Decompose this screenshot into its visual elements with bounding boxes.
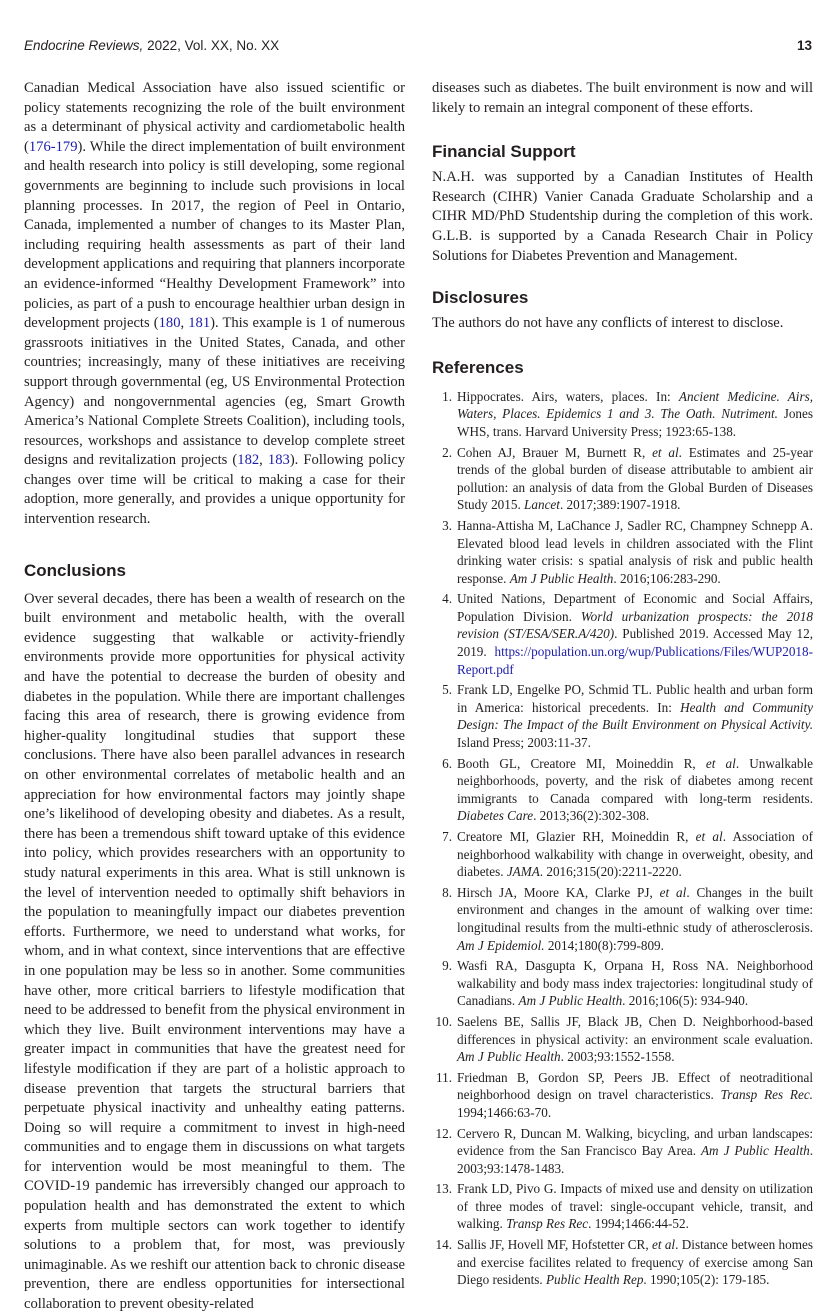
text-run: ). While the direct implementation of built environment and health research into policy is still developing, some regional governments are beginning to include such provisions in local planning processes. In 2017, the region of Peel in Ontario, Canada, implemented a number of changes to its Master Plan, including requiring health assessments as part of their land development applications and requiring that planners incorporate an evidence-informed “Healthy Development Framework” into policies, as part of a push to encourage healthier urban design in development projects (: [24, 138, 405, 332]
text-run: United Nations, Department of Economic and Social Affairs, Population Division.: [457, 591, 813, 624]
conclusions-heading: Conclusions: [24, 560, 127, 580]
reference-number: 6.: [442, 755, 452, 771]
references-heading: References: [432, 357, 524, 377]
italic-text: Health and Community Design: The Impact of the Built Environment on Physical Activity.: [457, 699, 813, 733]
reference-number: 13.: [435, 1181, 452, 1197]
text-run: Hirsch JA, Moore KA, Clarke PJ,: [457, 884, 660, 900]
financial-support-heading: Financial Support: [432, 142, 576, 162]
page-number: 13: [796, 38, 812, 53]
citation-link[interactable]: 183: [267, 452, 290, 469]
italic-text: et al: [695, 829, 723, 844]
italic-text: Transp Res Rec: [506, 1216, 589, 1232]
reference-text: [457, 958, 813, 1008]
text-run: Wasfi RA, Dasgupta K, Orpana H, Ross NA. Neighborhood walkability and body mass index trajectories: longitudinal study of Canadians.: [457, 958, 813, 1009]
text-run: 1994;1466:63-70.: [457, 1104, 552, 1120]
text-run: . Distance between homes and exercise facilites related to frequency of exercise among San Diego residents.: [457, 1237, 813, 1288]
reference-text: [457, 829, 813, 879]
text-run: Cervero R, Duncan M. Walking, bicycling, and urban landscapes: evidence from the San Francisco Bay Area.: [457, 1125, 813, 1159]
italic-text: Lancet: [524, 497, 560, 513]
text-run: Sallis JF, Hovell MF, Hofstetter CR,: [457, 1237, 652, 1253]
reference-number: 7.: [442, 829, 452, 844]
text-run: . Published 2019. Accessed May 12, 2019.: [457, 626, 814, 660]
text-run: . Estimates and 25-year trends of the global burden of disease attributable to ambient air pollution: an analysis of data from the Global Burden of Diseases Study 2015.: [457, 444, 813, 513]
italic-text: Am J Public Health: [701, 1143, 810, 1159]
italic-text: et al: [651, 1237, 676, 1253]
financial-support-paragraph: [432, 168, 813, 266]
italic-text: et al: [659, 884, 687, 900]
reference-text: [457, 682, 813, 750]
text-run: Island Press; 2003:11-37.: [457, 735, 591, 751]
reference-number: 5.: [442, 682, 452, 698]
reference-number: 1.: [442, 388, 452, 404]
italic-text: Public Health Rep: [546, 1272, 644, 1288]
reference-number: 2.: [442, 444, 452, 460]
reference-number: 4.: [442, 591, 452, 607]
text-run: . 2003;93:1478-1483.: [457, 1143, 814, 1176]
reference-item: [432, 590, 813, 678]
journal-name: Endocrine Reviews,: [24, 38, 144, 53]
reference-item: [432, 957, 813, 1010]
reference-number: 12.: [435, 1125, 452, 1141]
reference-number: 9.: [442, 958, 452, 974]
italic-text: Am J Epidemiol.: [457, 937, 545, 953]
reference-item: [432, 1013, 813, 1066]
conclusions-paragraph: [24, 590, 405, 1315]
citation-link[interactable]: https://population.un.org/wup/Publications/Files/WUP2018-Report.pdf: [457, 644, 813, 677]
citation-link[interactable]: 180: [158, 315, 181, 332]
italic-text: et al: [652, 444, 679, 460]
text-run: 2014;180(8):799-809.: [544, 937, 664, 953]
reference-text: [457, 445, 813, 513]
reference-text: [457, 1126, 813, 1176]
reference-text: [457, 591, 813, 676]
text-run: ). Following policy changes over time will be critical to making a case for their adoption, more generally, and provides a unique opportunity for intervention research.: [24, 452, 405, 528]
reference-number: 14.: [435, 1237, 452, 1253]
text-run: Creatore MI, Glazier RH, Moineddin R,: [457, 829, 696, 844]
text-run: Jones WHS, trans. Harvard University Press; 1923:65-138.: [457, 406, 813, 439]
italic-text: Ancient Medicine. Airs, Waters, Places. Epidemics 1 and 3. The Oath. Nutriment.: [457, 388, 814, 422]
reference-item: [432, 1180, 813, 1233]
reference-number: 11.: [436, 1069, 452, 1085]
italic-text: Transp Res Rec.: [720, 1087, 813, 1103]
reference-text: [457, 1181, 813, 1231]
italic-text: et al: [705, 755, 736, 771]
text-run: . 2013;36(2):302-308.: [533, 808, 650, 824]
reference-item: [432, 388, 813, 441]
reference-number: 8.: [442, 884, 452, 900]
reference-number: 3.: [442, 517, 452, 533]
citation-link[interactable]: 181: [188, 315, 211, 332]
reference-item: [432, 444, 813, 514]
text-run: Hanna-Attisha M, LaChance J, Sadler RC, Champney Schnepp A. Elevated blood lead levels in children associated with the Flint drinking water crisis: s spatial analysis of risk and public health response.: [457, 517, 813, 586]
text-run: . 2016;106:283-290.: [613, 570, 721, 586]
italic-text: Diabetes Care: [457, 808, 534, 824]
right-column: [432, 79, 813, 1292]
text-run: The authors do not have any conflicts of interest to disclose.: [432, 315, 784, 332]
reference-text: [457, 1237, 813, 1287]
text-run: Frank LD, Engelke PO, Schmid TL. Public health and urban form in America: historical precedents. In:: [457, 682, 813, 715]
reference-item: [432, 828, 813, 881]
left-column: [24, 79, 405, 1315]
text-run: Booth GL, Creatore MI, Moineddin R,: [457, 755, 706, 771]
text-run: ,: [180, 315, 189, 332]
italic-text: Am J Public Health: [509, 570, 614, 586]
text-run: ,: [259, 452, 268, 469]
reference-item: [432, 517, 813, 587]
disclosures-paragraph: [432, 314, 813, 334]
reference-text: [457, 1070, 813, 1120]
citation-link[interactable]: 182: [237, 452, 260, 469]
italic-text: Am J Public Health: [518, 993, 623, 1009]
body-paragraph-continued: [432, 79, 813, 118]
text-run: N.A.H. was supported by a Canadian Institutes of Health Research (CIHR) Vanier Canada Graduate Scholarship and a CIHR MD/PhD Studentship during the completion of this work. G.L.B. is supported by a Canada Research Chair in Policy Solutions for Diabetes Prevention and Management.: [432, 169, 813, 264]
text-run: . 2016;106(5): 934-940.: [622, 993, 749, 1009]
disclosures-heading: Disclosures: [432, 288, 529, 308]
text-run: Canadian Medical Association have also issued scientific or policy statements recognizing the role of the built environment as a determinant of physical activity and cardiometabolic health (: [24, 80, 405, 155]
italic-text: World urbanization prospects: the 2018 revision (ST/ESA/SER.A/420): [457, 608, 814, 642]
text-run: . Association of neighborhood walkability with change in overweight, obesity, and diabetes.: [457, 829, 814, 880]
journal-details: 2022, Vol. XX, No. XX: [143, 38, 280, 53]
reference-item: [432, 1125, 813, 1178]
text-run: diseases such as diabetes. The built environment is now and will likely to remain an integral component of these efforts.: [432, 80, 813, 116]
reference-item: [432, 884, 813, 954]
reference-text: [457, 756, 813, 824]
text-run: Friedman B, Gordon SP, Peers JB. Effect of neotraditional neighborhood design on travel characteristics.: [457, 1069, 813, 1103]
reference-list: [432, 388, 813, 1289]
text-run: . Changes in the built environment and changes in the amount of walking over time: longitudinal results from the multi-ethnic study of atherosclerosis.: [457, 884, 813, 935]
text-run: Saelens BE, Sallis JF, Black JB, Chen D. Neighborhood-based differences in physical activity: an environment scale evaluation.: [457, 1013, 813, 1047]
reference-text: [457, 1014, 813, 1064]
reference-item: [432, 755, 813, 825]
text-run: ). This example is 1 of numerous grassroots initiatives in the United States, Canada, and other countries; increasingly, many of these initiatives are receiving support through governmental (eg, US Environmental Protection Agency) and nongovernmental agencies (eg, Smart Growth America’s National Complete Streets Coalition), including tools, resources, workshops and assistance to develop complete street designs and revitalization projects (: [24, 315, 405, 469]
text-run: . Unwalkable neighborhoods, poverty, and the risk of diabetes among recent immigrants to Canada compared with long-term residents.: [457, 755, 813, 806]
reference-item: [432, 681, 813, 751]
reference-number: 10.: [435, 1013, 452, 1029]
reference-text: [457, 885, 813, 953]
text-run: . 1994;1466:44-52.: [588, 1216, 689, 1232]
body-paragraph: [24, 79, 405, 530]
italic-text: JAMA: [506, 864, 540, 880]
running-head: [24, 38, 279, 53]
text-run: . 2016;315(20):2211-2220.: [539, 864, 682, 880]
reference-item: [432, 1236, 813, 1289]
text-run: . 1990;105(2): 179-185.: [643, 1272, 770, 1288]
text-run: Frank LD, Pivo G. Impacts of mixed use and density on utilization of three modes of travel: single-occupant vehicle, transit, and walking.: [457, 1181, 813, 1232]
reference-text: [457, 518, 813, 586]
reference-text: [457, 389, 813, 439]
reference-item: [432, 1069, 813, 1122]
text-run: Cohen AJ, Brauer M, Burnett R,: [457, 444, 653, 460]
text-run: . 2017;389:1907-1918.: [559, 497, 681, 513]
text-run: . 2003;93:1552-1558.: [560, 1049, 675, 1065]
text-run: Hippocrates. Airs, waters, places. In:: [457, 388, 679, 404]
citation-link[interactable]: 176-179: [28, 138, 78, 155]
italic-text: Am J Public Health: [457, 1049, 561, 1065]
text-run: Over several decades, there has been a wealth of research on the built environment and metabolic health, with the overall evidence suggesting that walkable or activity-friendly environments provide more opportunities for physical activity and have the potential to decrease the burden of obesity and diabetes in the population. While there are important challenges facing this area of research, there is growing evidence from higher-quality longitudinal studies that support these conclusions. There have also been parallel advances in research on other environmental correlates of metabolic health and an appreciation for how environmental factors may jointly shape one’s likelihood of developing obesity and diabetes. As a result, there has been a tremendous shift toward uptake of this evidence into policy, which provides researchers with an opportunity to study natural experiments in this area. What is still unknown is the level of intervention needed to optimally shift behaviors in the population to meaningfully impact our diabetes prevention efforts. Furthermore, we need to understand what works, for whom, and in what context, since interventions that are effective in one population may be less so in another. Some communities have other, more critical barriers to lifestyle modification that need to be addressed to benefit from the physical environment in which they live. Built environment interventions may have a greater impact in communities that have the greatest need for lifestyle modification if they are part of a holistic approach to disease prevention that targets the structural barriers that perpetuate physical inactivity and unhealthy eating patterns. Doing so will require a commitment to invest in high-need communities and to engage them in discussions on what targets for intervention would be most meaningful to them. The COVID-19 pandemic has irreversibly changed our approach to population health and has demonstrated the extent to which experts from multiple sectors can work together to identify solutions to a problem that, for most, was previously unimaginable. As we reshift our attention back to chronic disease prevention, there are endless opportunities for intersectional collaboration to prevent obesity-related: [24, 590, 405, 1313]
